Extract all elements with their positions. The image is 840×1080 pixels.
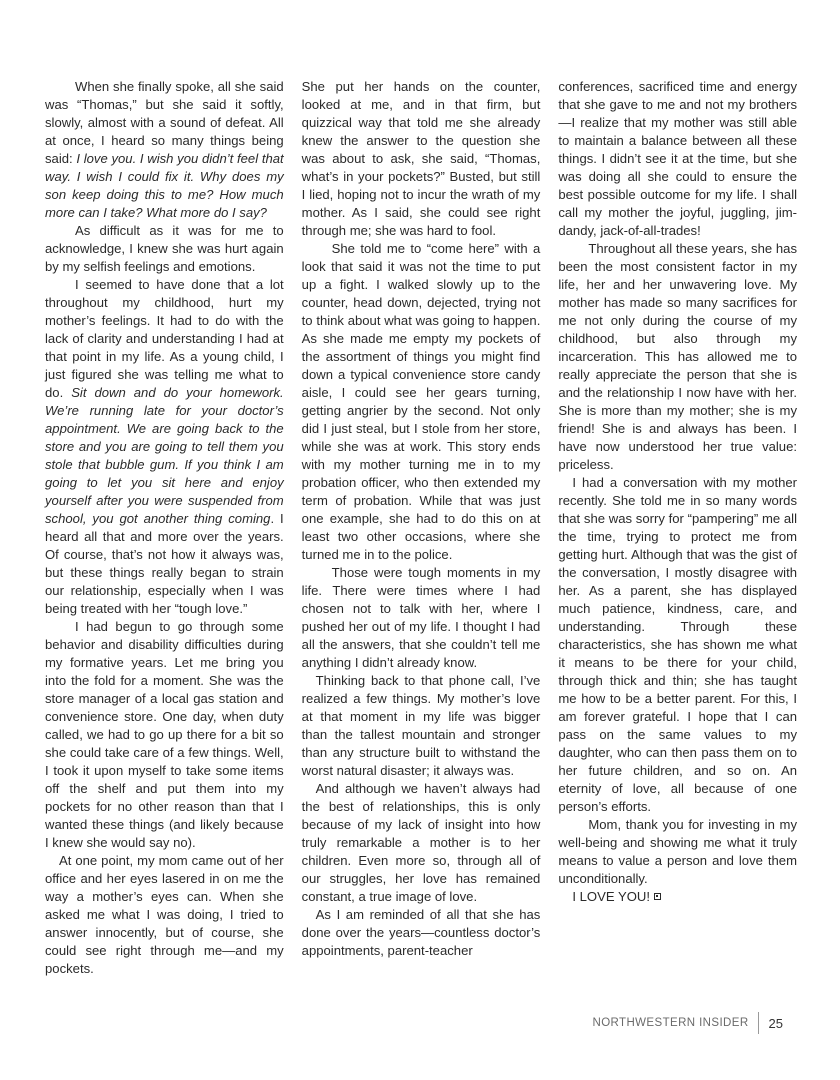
paragraph: Those were tough moments in my life. There were times where I had chosen not to talk with her, where I pushed her out of my life. I thought I had all the answers, that she couldn’t tell me anything I didn’t already know. xyxy=(301,565,541,670)
italic-quote: I love you. I wish you didn’t feel that way. I wish I could fix it. Why does my son keep doing this to me? How much more can I take? What more do I say? xyxy=(45,151,284,220)
paragraph: I LOVE YOU! xyxy=(558,888,797,906)
article-body xyxy=(45,78,797,978)
column-2 xyxy=(302,78,541,978)
end-of-article-icon xyxy=(654,893,661,900)
page-number: 25 xyxy=(768,1015,783,1031)
paragraph: And although we haven’t always had the best of relationships, this is only because of my lack of insight into how truly remarkable a mother is to her children. Even more so, through all of our struggles, her love has remained constant, a true image of love. xyxy=(301,781,541,904)
paragraph: She told me to “come here” with a look that said it was not the time to put up a fight. I walked slowly up to the counter, head down, dejected, trying not to think about what was going to happen. As she made me empty my pockets of the assortment of things you might find down a typical convenience store candy aisle, I could see her gears turning, getting angrier by the second. Not only did I just steal, but I stole from her store, while she was at work. This story ends with my mother turning me in to my probation officer, who then extended my term of probation. While that was just one example, she had to do this on at least two other occasions, where she turned me in to the police. xyxy=(301,241,541,562)
paragraph: At one point, my mom came out of her office and her eyes lasered in on me the way a mother’s eyes can. When she asked me what I was doing, I tried to answer innocently, but of course, she could see right through me—and my pockets. xyxy=(45,853,284,976)
paragraph: I had a conversation with my mother recently. She told me in so many words that she was sorry for “pampering” me all the time, trying to protect me from getting hurt. Although that was the gist of the conversation, I mostly disagree with her. As a parent, she has displayed much patience, kindness, care, and understanding. Through these characteristics, she has shown me what it means to be there for your child, through thick and thin; she has taught me how to be a better parent. For this, I am forever grateful. I hope that I can pass on the same values to my daughter, who can then pass them on to her future children, and so on. An eternity of love, all because of one person’s efforts. xyxy=(558,475,798,814)
paragraph: Throughout all these years, she has been the most consistent factor in my life, her and her unwavering love. My mother has made so many sacrifices for me not only during the course of my childhood, but also through my incarceration. This has allowed me to really appreciate the person that she is and the relationship I now have with her. She is more than my mother; she is my friend! She is and always has been. I have now understood her true value: priceless. xyxy=(558,241,798,472)
page-footer xyxy=(593,1012,784,1034)
paragraph: She put her hands on the counter, looked at me, and in that firm, but quizzical way that told me she already knew the answer to the question she was about to ask, she said, “Thomas, what’s in your pockets?” Busted, but still I lied, hoping not to incur the wrath of my mother. As I said, she could see right through me; she was hard to fool. xyxy=(301,79,541,238)
column-3 xyxy=(558,78,797,978)
paragraph: conferences, sacrificed time and energy that she gave to me and not my brothers—I realize that my mother was still able to maintain a balance between all these things. I didn’t see it at the time, but she was doing all she could to ensure the best possible outcome for my life. I shall call my mother the joyful, juggling, jim-dandy, jack-of-all-trades! xyxy=(558,79,798,238)
paragraph: Thinking back to that phone call, I’ve realized a few things. My mother’s love at that moment in my life was bigger than the tallest mountain and stronger than any structure built to withstand the worst natural disaster; it always was. xyxy=(301,673,541,778)
paragraph: Mom, thank you for investing in my well-being and showing me what it truly means to value a person and love them unconditionally. xyxy=(558,817,798,886)
paragraph: When she finally spoke, all she said was “Thomas,” but she said it softly, slowly, almost with a sound of defeat. All at once, I heard so many things being said: I love you. I wish you didn’t feel that way. I wish I could fix it. Why does my son keep doing this to me? How much more can I take? What more do I say? xyxy=(45,79,284,220)
footer-divider xyxy=(758,1012,759,1034)
paragraph: As I am reminded of all that she has done over the years—countless doctor’s appointments, parent-teacher xyxy=(301,907,541,958)
paragraph: I had begun to go through some behavior and disability difficulties during my formative years. Let me bring you into the fold for a moment. She was the store manager of a local gas station and convenience store. One day, when duty called, we had to go up there for a bit so she could take care of a few things. Well, I took it upon myself to take some items off the shelf and put them into my pockets for no other reason than that I wanted these things (and likely because I knew she would say no). xyxy=(45,619,284,850)
publication-name: NORTHWESTERN INSIDER xyxy=(592,1017,749,1029)
paragraph: As difficult as it was for me to acknowledge, I knew she was hurt again by my selfish feelings and emotions. xyxy=(45,223,284,274)
column-1 xyxy=(45,78,284,978)
italic-quote: Sit down and do your homework. We’re running late for your doctor’s appointment. We are going back to the store and you are going to tell them you stole that bubble gum. If you think I am going to let you sit here and enjoy yourself after you were suspended from school, you got another thing coming xyxy=(45,385,284,526)
paragraph: I seemed to have done that a lot throughout my childhood, hurt my mother’s feelings. It had to do with the lack of clarity and understanding I had at that point in my life. As a young child, I just figured she was telling me what to do. Sit down and do your homework. We’re running late for your doctor’s appointment. We are going back to the store and you are going to tell them you stole that bubble gum. If you think I am going to let you sit here and enjoy yourself after you were suspended from school, you got another thing coming. I heard all that and more over the years. Of course, that’s not how it always was, but these things really began to strain our relationship, especially when I was being treated with her “tough love.” xyxy=(45,277,284,616)
